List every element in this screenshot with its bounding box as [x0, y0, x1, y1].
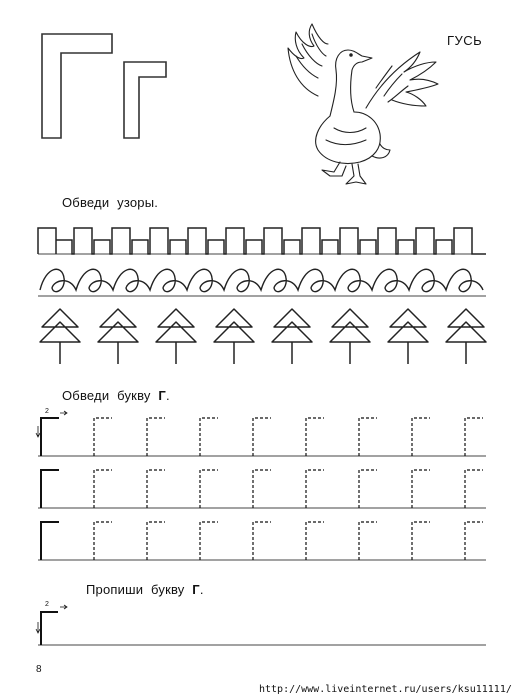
write-instruction-letter: Г — [192, 582, 200, 597]
picture-word: ГУСЬ — [447, 33, 483, 48]
trace-instruction-text: Обведи букву — [62, 388, 151, 403]
page-number: 8 — [36, 664, 42, 675]
write-instruction-text: Пропиши букву — [86, 582, 185, 597]
trace-instruction-letter: Г — [158, 388, 166, 403]
source-url[interactable]: http://www.liveinternet.ru/users/ksu11111/ — [259, 684, 512, 695]
stroke-order-number: 2 — [45, 408, 49, 415]
write-instruction-dot: . — [199, 582, 204, 597]
patterns-instruction: Обведи узоры. — [62, 195, 159, 210]
trace-instruction-dot: . — [165, 388, 170, 403]
stroke-order-number-2: 2 — [45, 601, 49, 608]
